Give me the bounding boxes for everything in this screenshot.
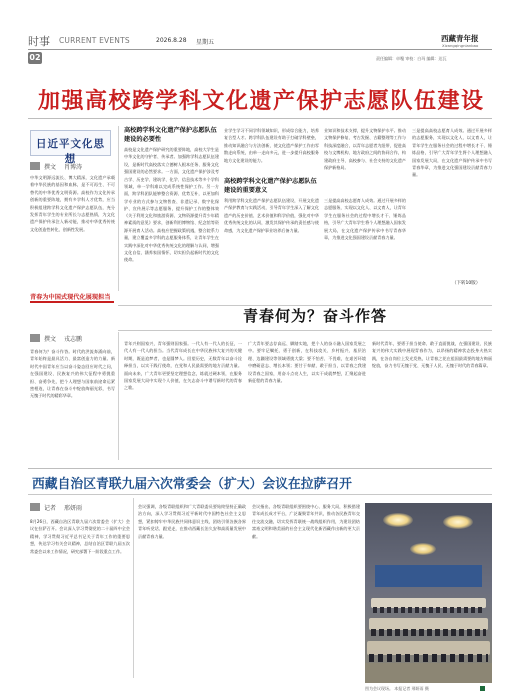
meeting-floor (365, 663, 492, 683)
red-callout-underline (30, 301, 114, 303)
article3-body-col3: 会议指出，各级青联组织要围绕中心、服务大局，积极搭建青年成长成才平台，广泛凝聚青年共识，推动各民族青年交往交流交融，切实发挥青联统一战线组织作用，为建设团结富裕文明和谐美丽的社会主义现代化新西藏作出新的更大贡献。 (252, 504, 360, 539)
page-number: 02 (29, 53, 41, 62)
stage-backdrop (375, 565, 482, 587)
main-headline: 加强高校跨学科文化遗产保护志愿队伍建设 (38, 89, 485, 114)
article1-body-left: 中华文明源远流长、博大精深，文化遗产承载着中华民族的基因和血脉，是不可再生、不可替代的中华优秀文明资源。高校作为文化传承创新的重要阵地，拥有多学科人才优势，应当积极组建跨学科文化遗产保护志愿队伍，充分发挥青年学生的专业所长与志愿热情，为文化遗产保护传承注入新动能，推动中华优秀传统文化创造性转化、创新性发展。 (30, 175, 115, 232)
article3-body-col2: 会议强调，各级青联组织和广大青联委员要始终坚持正确政治方向，深入学习贯彻习近平新时代中国特色社会主义思想，紧扣铸牢中华民族共同体意识主线，团结引领各族各界青年听党话、跟党走，在推动西藏长治久安和高质量发展中贡献青春力量。 (138, 504, 246, 539)
column-divider (118, 126, 119, 291)
article1-body-col3b: 利用跨学科文化遗产保护志愿队伍建设，开展文化遗产保护教育与实践活动，引导青年学生深入了解文化遗产的历史价值、艺术价值和科学价值，强化对中华优秀传统文化的认同，激发其保护传承的责任感与使命感，为文化遗产保护事业培养后备力量。 (224, 198, 319, 233)
reporter-tag-icon (30, 503, 40, 511)
article1-body-col5: 三是提高高校志愿育人成效。通过开展多样的志愿服务，实现以文化人、以文育人，让青年学生在服务社会的过程中增长才干、锤炼品格，引导广大青年学生将个人理想融入国家发展大局，在文化遗产保护传承中书写青春华章，为推进文化强国建设贡献青春力量。 (412, 128, 492, 178)
header-rule (28, 49, 492, 50)
article3-body-left: 8月26日，西藏自治区青联九届六次常委会（扩大）会议在拉萨召开。会议深入学习贯彻党的二十届四中全会精神，学习贯彻习近平总书记关于青年工作的重要思想，传达学习有关会议精神，总结自治区青联九届五次常委会以来工作情况，研究部署下一阶段重点工作。 (30, 519, 130, 554)
issue-weekday: 星期五 (196, 39, 215, 46)
chandelier-icon (383, 513, 413, 527)
column-divider (133, 498, 134, 678)
masthead-title: 西藏青年报 (441, 34, 479, 43)
photo-caption: 图为会议现场。 本报记者 邢妍雨 摄 (365, 686, 429, 691)
article3-author: 邢妍雨 (64, 505, 83, 512)
continued-note: （下转10版） (452, 281, 481, 286)
section-label: 时事 (28, 35, 50, 48)
article1-body-col4a: 业知识和技术支撑，提升文物保护水平。推动文物保护修复、考古发掘、古籍整理等工作与科技深度融合，以青年志愿者为纽带，促进高校与文博机构、地方政府之间的协同合作，构建政府主导、高校参与、社会支持的文化遗产保护新格局。 (324, 128, 406, 171)
calligraphy-banner (30, 130, 111, 165)
author-name: 肖博涛 (64, 164, 83, 171)
end-mark (480, 686, 485, 691)
red-callout (30, 288, 114, 306)
banner-text: 日近平文化思想 (36, 138, 105, 165)
meeting-attendees (373, 607, 484, 613)
article3-title-rule (28, 494, 492, 495)
meeting-photo (365, 503, 492, 683)
article2-author-tag: 撰文 (44, 336, 57, 343)
article2-body-col2: 青年兴则国家兴，青年强则国家强。一代人有一代人的长征，一代人有一代人的担当。当代青年成长在中华民族伟大复兴的关键时期，既是追梦者，也是圆梦人。回望历史，无数青年以奋斗诠释担当，以实干践行使命，在党和人民最需要的地方贡献力量。面向未来，广大青年更要坚定理想信念，练就过硬本领，在服务国家发展大局中实现个人价值，在矢志奋斗中谱写新时代的青春之歌。 (124, 341, 242, 391)
article1-subheading-1: 高校跨学科文化遗产保护志愿队伍建设的必要性 (124, 127, 217, 143)
article1-body-col2a: 高校是文化遗产保护研究的重要阵地，高校大学生是中华文化的守护者、传承者。加强跨学科志愿队伍建设，是新时代高校落实立德树人根本任务、服务文化强国建设的必然要求。一方面，文化遗产保护涉及考古学、历史学、建筑学、化学、信息技术等多个学科领域，单一学科难以完成系统性保护工作。另一方面，跨学科团队能够整合资源、优势互补，以更加科学专业的方式参与文物普查、非遗记录、数字化保护、宣传展示等志愿服务，提升保护工作的整体效 (124, 147, 219, 212)
author-tag-icon (30, 162, 40, 170)
article1-body-col3a: 业学生学习不同学科领域知识，形成综合能力，培养复合型人才。跨学科队伍建设有助于打破学科壁垒，推动知识融合与方法创新，使文化遗产保护工作由零散走向系统，由单一走向多元，进一步提升高校服务地方文化建设的能力。 (224, 128, 319, 163)
issue-date: 2026.8.28 (156, 37, 187, 44)
article2-body-col4: 新时代青年，要勇于担当使命、敢于直面挑战，在强国建设、民族复兴的伟大实践中展现青春作为，以昂扬的精神状态投身火热实践，在各自岗位上发光发热，让青春之花在祖国最需要的地方绚丽绽放，奋力书写无愧于党、无愧于人民、无愧于时代的青春篇章。 (372, 341, 492, 369)
article1-body-col2b: 《关于利用文化和旅游资源、文物资源提升青少年精神素质的意见》要求，创新利用博物馆、纪念馆等资源开展育人活动。高校应把握政策机遇，整合院系力量，建立覆盖多学科的志愿服务体系，让青年学生在实践中深化对中华优秀传统文化的理解与认同，增强文化自信，涵养家国情怀，切实担负起新时代的文化使命。 (124, 213, 219, 263)
section-label-en: CURRENT EVENTS (59, 36, 130, 45)
headline-rule (28, 118, 492, 119)
meeting-attendees (371, 629, 486, 636)
meeting-attendees (369, 654, 488, 662)
column-divider (118, 332, 119, 460)
author-tag-icon (30, 334, 40, 342)
meeting-tables (367, 641, 490, 655)
editor-line: 责任编辑：卓嘎 审校：白玛 编辑：达瓦 (376, 56, 447, 61)
red-callout-text: 青春为中国式现代化展现担当 (30, 294, 111, 301)
article2-body-left: 青春何为？奋斗作答。时代的洪流奔涌向前，青年始终是最具活力、最富创造力的力量。新时代中国青年应当以奋斗姿态回应时代之问，在强国建设、民族复兴的伟大征程中勇挑重担、奋勇争先，把个人理想与国家前途命运紧密相连，让青春在奋斗中绽放绚丽光彩，书写无愧于时代的精彩华章。 (30, 349, 115, 399)
article3-author-tag: 记者 (44, 505, 57, 512)
article1-body-col4b: 三是提高高校志愿育人成效。通过开展多样的志愿服务，实现以文化人、以文育人，让青年学生在服务社会的过程中增长才干、锤炼品格，引导广大青年学生将个人理想融入国家发展大局，在文化遗产保护传承中书写青春华章，为推进文化强国建设贡献青春力量。 (324, 198, 406, 241)
article2-title: 青春何为？奋斗作答 (243, 307, 388, 325)
chandelier-icon (443, 515, 473, 529)
chandelier-icon (410, 543, 436, 555)
masthead-subtitle: Xizangqingnianbao (442, 43, 479, 48)
article2-author: 戎志鹏 (64, 336, 83, 343)
article3-top-rule (28, 468, 492, 469)
article2-title-rule (118, 330, 492, 331)
author-tag: 撰文 (44, 164, 57, 171)
article1-subheading-2: 高校跨学科文化遗产保护志愿队伍建设的重要意义 (224, 178, 317, 194)
article3-title: 西藏自治区青联九届六次常委会（扩大）会议在拉萨召开 (32, 477, 352, 492)
article2-body-col3: 广大青年要志存高远、脚踏实地，把个人的奋斗融入国家发展之中。要牢记嘱托、勇于创新，在科技攻关、乡村振兴、基层治理、边疆建设等领域勇挑大梁；要不怕苦、不畏难，在艰苦环境中磨砺意志、增长本领；要甘于奉献、敢于担当，以青春之我建设青春之国家，用奋斗点亮人生，以实干成就梦想，汇聚起奋进新征程的青春力量。 (248, 341, 366, 384)
